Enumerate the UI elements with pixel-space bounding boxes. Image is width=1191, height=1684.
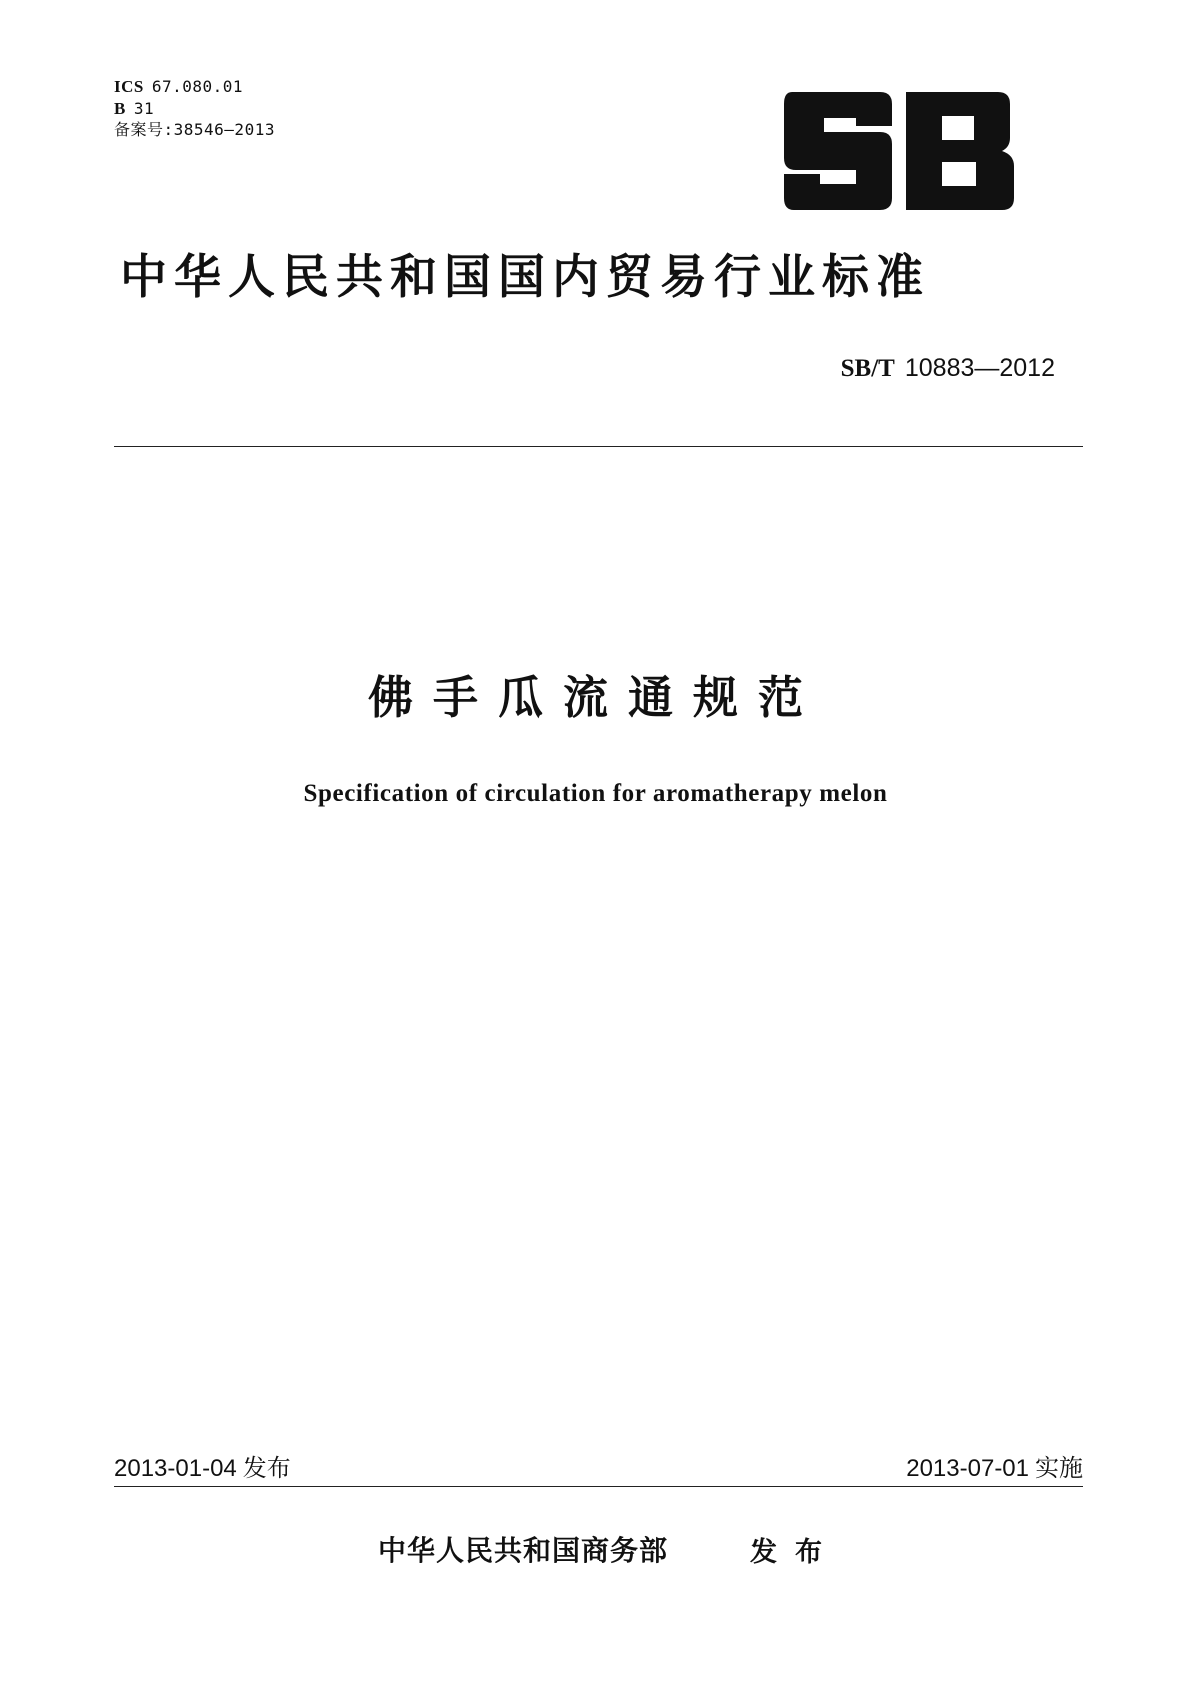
publisher-name: 中华人民共和国商务部: [378, 1534, 669, 1567]
standard-code: [841, 352, 1055, 385]
standard-code-prefix: SB/T: [840, 355, 895, 382]
publish-date: 2013-01-04: [114, 1455, 237, 1482]
sb-standard-logo: [784, 92, 1014, 210]
classification-label: B: [114, 99, 126, 118]
classification-value: 31: [133, 99, 155, 118]
ics-label: ICS: [114, 77, 144, 96]
record-number: 备案号:38546—2013: [114, 120, 275, 139]
standard-code-number: 10883—2012: [904, 354, 1055, 382]
header-divider: [114, 446, 1083, 447]
ics-value: 67.080.01: [151, 77, 244, 96]
publish-label: 发布: [242, 1454, 291, 1482]
document-title-en: Specification of circulation for aromatherapy melon: [303, 780, 888, 807]
footer-divider: [114, 1486, 1083, 1487]
effective-label: 实施: [1035, 1454, 1083, 1482]
publish-date-line: [114, 1452, 291, 1485]
document-title-cn: 佛手瓜流通规范: [367, 671, 823, 724]
classification-code: [114, 99, 154, 119]
issuer-title: 中华人民共和国国内贸易行业标准: [120, 250, 930, 305]
effective-date: 2013-07-01: [906, 1455, 1029, 1482]
effective-date-line: [906, 1452, 1083, 1485]
publish-word: 发布: [750, 1537, 840, 1568]
ics-code: [114, 77, 243, 97]
